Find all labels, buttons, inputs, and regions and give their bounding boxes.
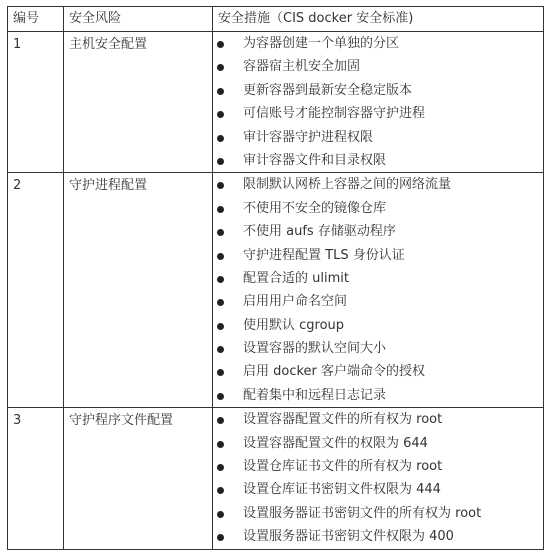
- header-measures: 安全措施（CIS docker 安全标准): [213, 7, 544, 32]
- row-number: 2: [8, 173, 64, 408]
- bullet-icon: [217, 487, 224, 494]
- bullet-icon: [217, 464, 224, 471]
- measure-text: 设置仓库证书文件的所有权为 root: [243, 459, 443, 475]
- row-risk: 守护进程配置: [64, 173, 213, 408]
- bullet-icon: [217, 369, 224, 376]
- measure-text: 设置容器的默认空间大小: [243, 341, 387, 357]
- list-item: [213, 337, 543, 360]
- header-row: [8, 7, 544, 32]
- row-number: 3: [8, 408, 64, 549]
- security-risk-table: [7, 6, 544, 550]
- bullet-icon: [217, 111, 224, 118]
- bullet-icon: [217, 346, 224, 353]
- measure-text: 使用默认 cgroup: [243, 317, 345, 333]
- list-item: [213, 267, 543, 290]
- table-row: [8, 408, 544, 549]
- bullet-icon: [217, 511, 224, 518]
- measure-text: 设置服务器证书密钥文件权限为 400: [243, 529, 454, 545]
- list-item: [213, 360, 543, 383]
- list-item: [213, 478, 543, 501]
- measure-text: 可信账号才能控制容器守护进程: [243, 106, 426, 122]
- bullet-icon: [217, 253, 224, 260]
- bullet-icon: [217, 88, 224, 95]
- list-item: [213, 525, 543, 548]
- list-item: [213, 314, 543, 337]
- bullet-icon: [217, 158, 224, 165]
- measure-text: 守护进程配置 TLS 身份认证: [243, 247, 405, 263]
- list-item: [213, 384, 543, 407]
- measure-text: 配置合适的 ulimit: [243, 270, 349, 286]
- row-measures: [213, 173, 544, 408]
- row-measures: [213, 32, 544, 173]
- table-header: [8, 7, 544, 32]
- header-number: 编号: [8, 7, 64, 32]
- measure-text: 设置容器配置文件的权限为 644: [243, 435, 428, 451]
- list-item: [213, 126, 543, 149]
- list-item: [213, 244, 543, 267]
- table-row: [8, 173, 544, 408]
- list-item: [213, 102, 543, 125]
- measure-text: 启用 docker 客户端命令的授权: [243, 364, 426, 380]
- list-item: [213, 220, 543, 243]
- measures-list: [213, 173, 543, 407]
- row-measures: [213, 408, 544, 549]
- list-item: [213, 432, 543, 455]
- list-item: [213, 173, 543, 196]
- bullet-icon: [217, 276, 224, 283]
- list-item: [213, 149, 543, 172]
- bullet-icon: [217, 299, 224, 306]
- bullet-icon: [217, 41, 224, 48]
- list-item: [213, 197, 543, 220]
- measure-text: 审计容器文件和目录权限: [243, 152, 387, 168]
- measure-text: 设置仓库证书密钥文件权限为 444: [243, 482, 441, 498]
- bullet-icon: [217, 135, 224, 142]
- row-risk: 主机安全配置: [64, 32, 213, 173]
- bullet-icon: [217, 417, 224, 424]
- measures-list: [213, 408, 543, 548]
- table-row: [8, 32, 544, 173]
- measure-text: 容器宿主机安全加固: [243, 59, 361, 75]
- bullet-icon: [217, 393, 224, 400]
- list-item: [213, 79, 543, 102]
- list-item: [213, 290, 543, 313]
- header-risk: 安全风险: [64, 7, 213, 32]
- measure-text: 不使用 aufs 存储驱动程序: [243, 224, 396, 240]
- bullet-icon: [217, 206, 224, 213]
- measure-text: 不使用不安全的镜像仓库: [243, 200, 387, 216]
- measure-text: 配着集中和远程日志记录: [243, 387, 387, 403]
- measure-text: 更新容器到最新安全稳定版本: [243, 82, 413, 98]
- table-body: [8, 32, 544, 550]
- list-item: [213, 32, 543, 55]
- bullet-icon: [217, 534, 224, 541]
- bullet-icon: [217, 182, 224, 189]
- measure-text: 限制默认网桥上容器之间的网络流量: [243, 177, 452, 193]
- measure-text: 为容器创建一个单独的分区: [243, 36, 400, 51]
- measure-text: 设置服务器证书密钥文件的所有权为 root: [243, 505, 482, 521]
- list-item: [213, 408, 543, 431]
- bullet-icon: [217, 441, 224, 448]
- measures-list: [213, 32, 543, 172]
- row-risk: 守护程序文件配置: [64, 408, 213, 549]
- bullet-icon: [217, 323, 224, 330]
- list-item: [213, 455, 543, 478]
- bullet-icon: [217, 64, 224, 71]
- row-number: 1: [8, 32, 64, 173]
- bullet-icon: [217, 229, 224, 236]
- measure-text: 设置容器配置文件的所有权为 root: [243, 412, 443, 428]
- measure-text: 启用用户命名空间: [243, 294, 348, 310]
- list-item: [213, 502, 543, 525]
- list-item: [213, 55, 543, 78]
- measure-text: 审计容器守护进程权限: [243, 129, 374, 145]
